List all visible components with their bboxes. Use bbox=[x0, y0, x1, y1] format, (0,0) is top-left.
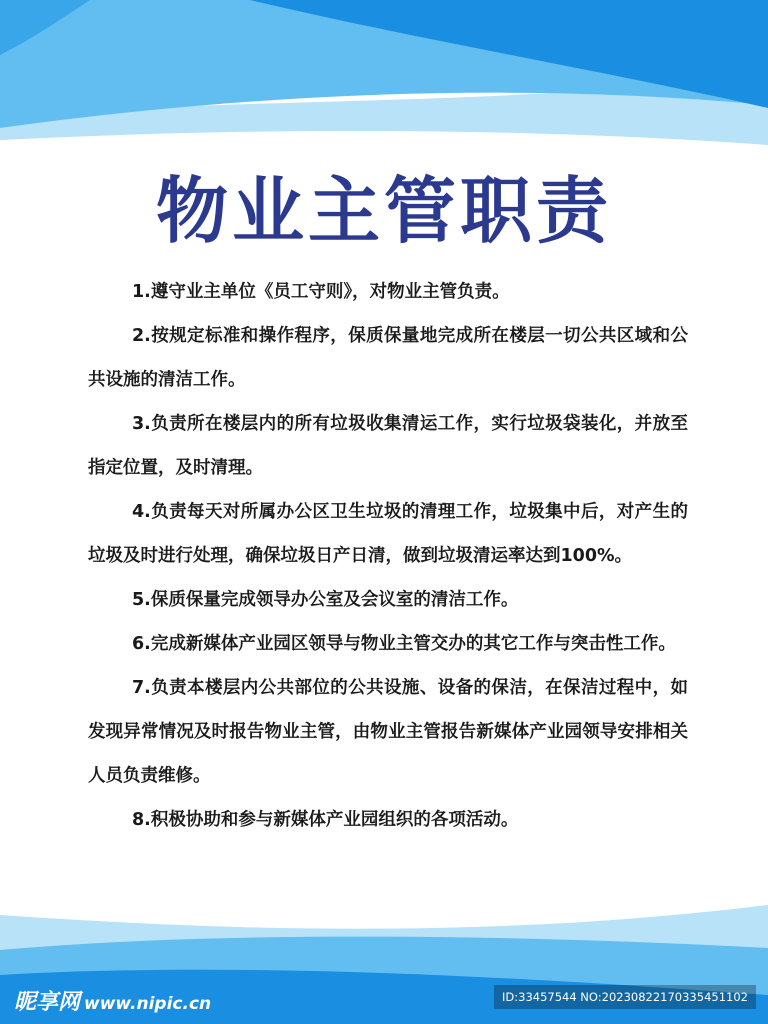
watermark-logo bbox=[14, 985, 211, 1016]
duty-item: 4.负责每天对所属办公区卫生垃圾的清理工作，垃圾集中后，对产生的垃圾及时进行处理，确保垃圾日产日清，做到垃圾清运率达到100%。 bbox=[88, 502, 688, 566]
duty-item: 2.按规定标准和操作程序，保质保量地完成所在楼层一切公共区域和公共设施的清洁工作。 bbox=[88, 326, 688, 390]
page-title: 物业主管职责 bbox=[155, 169, 612, 253]
duty-item: 1.遵守业主单位《员工守则》，对物业主管负责。 bbox=[132, 282, 510, 302]
duty-item: 3.负责所在楼层内的所有垃圾收集清运工作，实行垃圾袋装化，并放至指定位置，及时清理。 bbox=[88, 414, 688, 478]
duty-item: 8.积极协助和参与新媒体产业园组织的各项活动。 bbox=[132, 810, 519, 830]
duty-item: 7.负责本楼层内公共部位的公共设施、设备的保洁，在保洁过程中，如发现异常情况及时报告物业主管，由物业主管报告新媒体产业园领导安排相关人员负责维修。 bbox=[88, 678, 688, 786]
watermark-site: www.nipic.cn bbox=[84, 994, 212, 1014]
duties-list bbox=[88, 270, 688, 842]
watermark-id: ID:33457544 NO:20230822170335451102 bbox=[494, 985, 756, 1009]
duty-item: 5.保质保量完成领导办公室及会议室的清洁工作。 bbox=[132, 590, 519, 610]
watermark-brand: 昵享网 bbox=[14, 990, 81, 1015]
duty-item: 6.完成新媒体产业园区领导与物业主管交办的其它工作与突击性工作。 bbox=[132, 634, 676, 654]
